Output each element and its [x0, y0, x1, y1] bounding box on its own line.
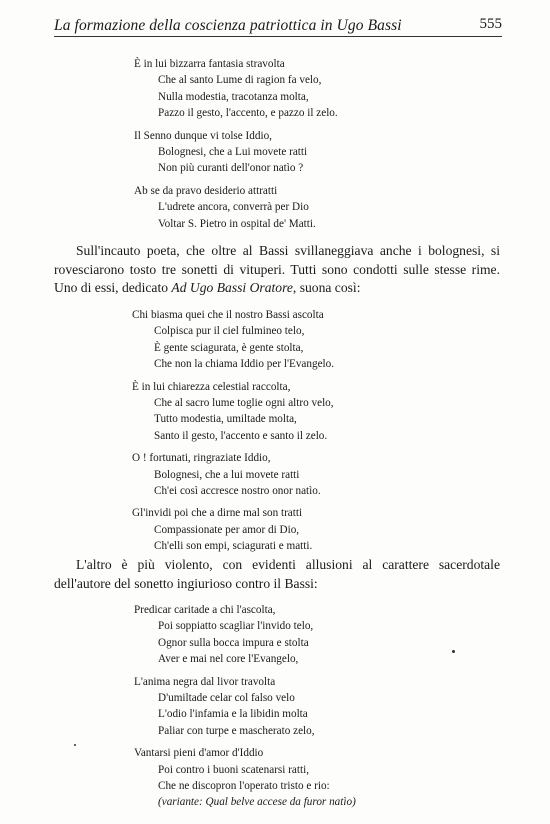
paragraph-1-text [54, 242, 500, 298]
verse-line: Voltar S. Pietro in ospital de' Matti. [158, 217, 316, 230]
poem-3-stanza-1 [134, 602, 356, 668]
verse-line: Santo il gesto, l'accento e santo il zelo. [154, 429, 328, 442]
verse-line: Colpisca pur il ciel fulmineo telo, [154, 325, 305, 338]
verse-line: L'udrete ancora, converrà per Dio [158, 201, 309, 214]
poem-1 [134, 56, 338, 238]
paragraph-1-after: , suona così: [292, 280, 361, 296]
poem-1-stanza-2 [134, 128, 338, 177]
verse-line: Ab se da pravo desiderio attratti [134, 184, 278, 197]
verse-line: Tutto modestia, umiltade molta, [154, 413, 297, 426]
print-speck [452, 650, 455, 653]
verse-line: L'odio l'infamia e la libidin molta [158, 708, 308, 721]
verse-line: Bolognesi, che a lui movete ratti [154, 468, 300, 481]
print-speck [74, 744, 76, 746]
poem-2-stanza-4 [132, 505, 334, 554]
verse-line: Paliar con turpe e mascherato zelo, [158, 724, 315, 737]
verse-line: Vantarsi pieni d'amor d'Iddio [134, 747, 264, 760]
verse-line: O ! fortunati, ringraziate Iddio, [132, 452, 271, 465]
page-number: 555 [479, 16, 502, 32]
poem-2-stanza-1 [132, 307, 334, 373]
verse-line: Che al sacro lume toglie ogni altro velo, [154, 397, 334, 410]
verse-line: L'anima negra dal livor travolta [134, 675, 276, 688]
verse-line: Pazzo il gesto, l'accento, e pazzo il zelo. [158, 107, 338, 120]
running-title: La formazione della coscienza patriottica in Ugo Bassi [54, 17, 402, 34]
verse-line: Gl'invidi poi che a dirne mal son tratti [132, 507, 303, 520]
verse-line: Poi soppiatto scagliar l'invido telo, [158, 620, 314, 633]
poem-1-stanza-1 [134, 56, 338, 122]
paragraph-1 [54, 242, 500, 298]
verse-line: Nulla modestia, tracotanza molta, [158, 90, 309, 103]
verse-line: Che al santo Lume di ragion fa velo, [158, 74, 322, 87]
verse-line: Aver e mai nel core l'Evangelo, [158, 653, 299, 666]
verse-line: È gente sciagurata, è gente stolta, [154, 341, 304, 354]
verse-line: Che non la chiama Iddio per l'Evangelo. [154, 358, 335, 371]
paragraph-2-text: L'altro è più violento, con evidenti allusioni al carattere sacerdotale dell'autore del sonetto ingiurioso contro il Bassi: [54, 557, 500, 591]
verse-line: Non più curanti dell'onor natìo ? [158, 162, 304, 175]
verse-line: Che ne discopron l'operato tristo e rio: [158, 780, 330, 793]
poem-3-stanza-2 [134, 674, 356, 740]
paragraph-1-before: Sull'incauto poeta, che oltre al Bassi svillaneggiava anche i bolognesi, si rovesciarono tosto tre sonetti di vituperi. Tutti sono condotti sulle stesse rime. Uno di essi, dedicato [54, 243, 500, 296]
paragraph-2 [54, 556, 500, 593]
verse-line: Ch'ei così accresce nostro onor natìo. [154, 485, 321, 498]
verse-line: Predicar caritade a chi l'ascolta, [134, 604, 276, 616]
verse-line: È in lui chiarezza celestial raccolta, [132, 380, 291, 393]
verse-line: Il Senno dunque vi tolse Iddio, [134, 129, 272, 142]
sonnet-dedication-title: Ad Ugo Bassi Oratore [171, 280, 293, 296]
verse-line: D'umiltade celar col falso velo [158, 692, 295, 705]
poem-2 [132, 307, 334, 561]
poem-2-stanza-2 [132, 379, 334, 445]
poem-3 [134, 602, 356, 817]
verse-line: È in lui bizzarra fantasia stravolta [134, 58, 285, 70]
verse-line: Bolognesi, che a Lui movete ratti [158, 146, 308, 159]
verse-line: Compassionate per amor di Dio, [154, 523, 300, 536]
verse-line-variant: (variante: Qual belve accese da furor natìo) [158, 796, 356, 809]
poem-1-stanza-3 [134, 183, 338, 232]
poem-2-stanza-3 [132, 450, 334, 499]
verse-line: Ognor sulla bocca impura e stolta [158, 636, 309, 649]
verse-line: Poi contro i buoni scatenarsi ratti, [158, 763, 309, 776]
verse-line: Ch'elli son empi, sciagurati e matti. [154, 540, 313, 553]
running-header [54, 14, 502, 37]
poem-3-stanza-3 [134, 745, 356, 811]
verse-line: Chi biasma quei che il nostro Bassi ascolta [132, 309, 324, 321]
